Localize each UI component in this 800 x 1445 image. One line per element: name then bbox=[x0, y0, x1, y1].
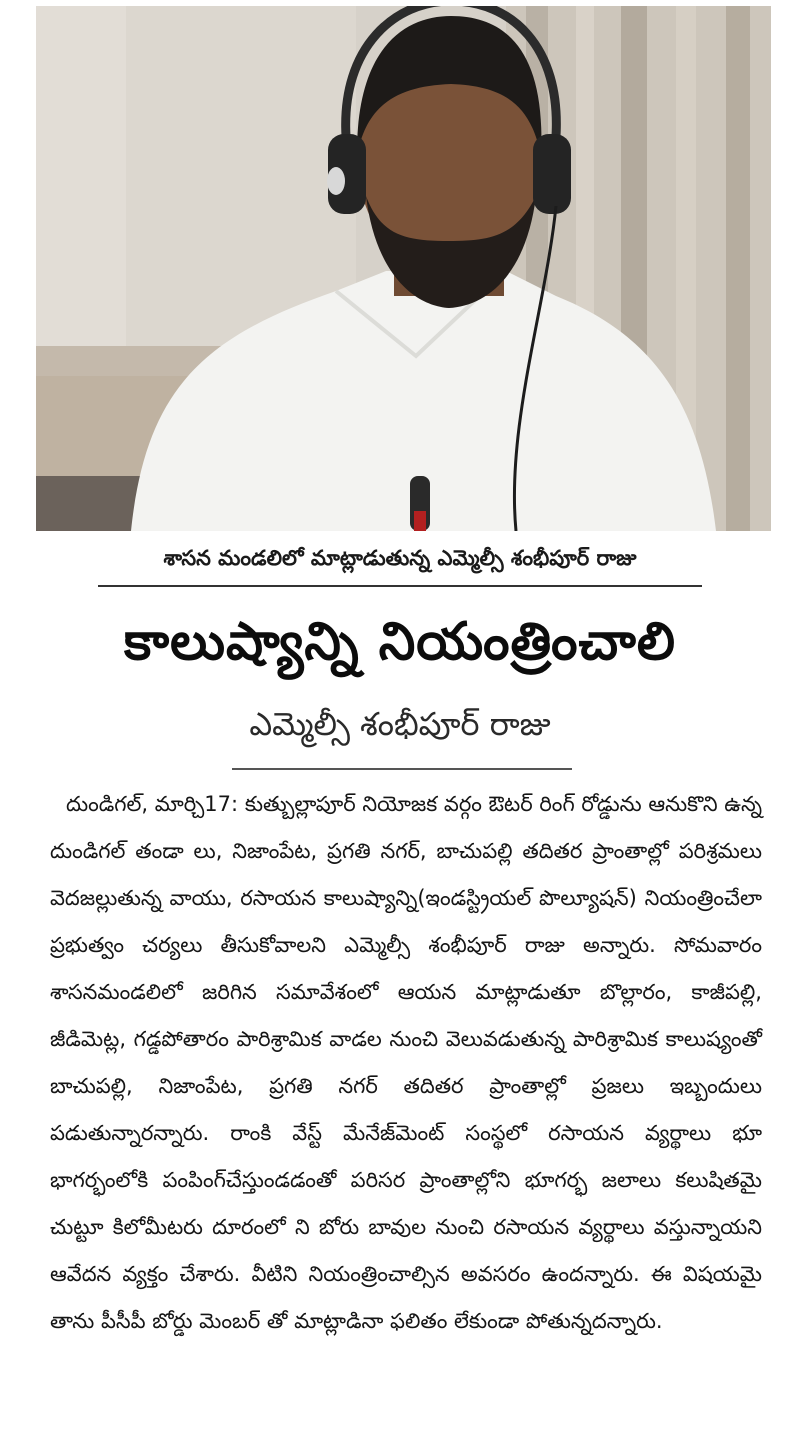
news-photo bbox=[36, 6, 771, 531]
subheadline-underline bbox=[232, 768, 572, 770]
speaker-photo-illustration bbox=[36, 6, 771, 531]
photo-caption: శాసన మండలిలో మాట్లాడుతున్న ఎమ్మెల్సీ శంభీపూర్ రాజు bbox=[163, 546, 637, 570]
subheadline: ఎమ్మెల్సీ శంభీపూర్ రాజు bbox=[249, 705, 551, 743]
dateline: దుండిగల్, మార్చి17: bbox=[66, 792, 239, 816]
article-text: కుత్బుల్లాపూర్ నియోజక వర్గం ఔటర్ రింగ్ రోడ్డును ఆనుకొని ఉన్న దుండిగల్ తండా లు, నిజాంపేట, ప్రగతి నగర్, బాచుపల్లి తదితర ప్రాంతాల్లో పరిశ్రమలు వెదజల్లుతున్న వాయు, రసాయన కాలుష్యాన్ని(ఇండస్ట్రియల్ పొల్యూషన్) నియంత్రించేలా ప్రభుత్వం చర్యలు తీసుకోవాలని ఎమ్మెల్సీ శంభీపూర్ రాజు అన్నారు. సోమవారం శాసనమండలిలో జరిగిన సమావేశంలో ఆయన మాట్లాడుతూ బొల్లారం, కాజీపల్లి, జీడిమెట్ల, గడ్డపోతారం పారిశ్రామిక వాడల నుంచి వెలువడుతున్న పారిశ్రామిక కాలుష్యంతో బాచుపల్లి, నిజాంపేట, ప్రగతి నగర్ తదితర ప్రాంతాల్లో ప్రజలు ఇబ్బందులు పడుతున్నారన్నారు. రాంకి వేస్ట్ మేనేజ్‌మెంట్ సంస్థలో రసాయన వ్యర్థాలు భూ భాగర్భంలోకి పంపింగ్‌చేస్తుండడంతో పరిసర ప్రాంతాల్లోని భూగర్భ జలాలు కలుషితమై చుట్టూ కిలోమీటరు దూరంలో ని బోరు బావుల నుంచి రసాయన వ్యర్థాలు వస్తున్నాయని ఆవేదన వ్యక్తం చేశారు. వీటిని నియంత్రించాల్సిన అవసరం ఉందన్నారు. ఈ విషయమై తాను పీసీపీ బోర్డు మెంబర్ తో మాట్లాడినా ఫలితం లేకుండా పోతున్నదన్నారు. bbox=[50, 792, 763, 1333]
article-body bbox=[50, 781, 762, 1345]
caption-underline bbox=[98, 585, 702, 587]
headline: కాలుష్యాన్ని నియంత్రించాలి bbox=[124, 612, 676, 672]
